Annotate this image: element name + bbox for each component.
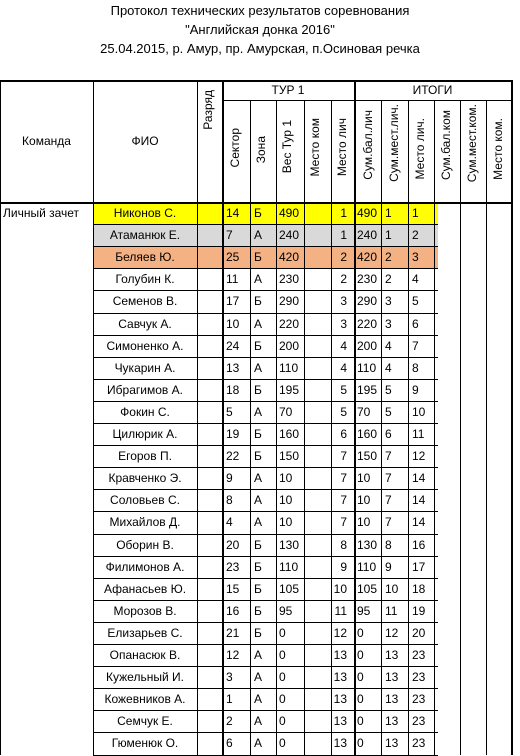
cell-place: 7 [340,471,347,485]
cell-sector: 13 [226,361,240,375]
cell-final-place: 14 [412,471,426,485]
cell-name: Кожевников А. [104,692,186,706]
cell-sum-place: 7 [385,449,392,463]
cell-sector: 10 [226,317,240,331]
cell-sum-score: 200 [357,339,378,353]
cell-sector: 2 [226,714,233,728]
header-fio: ФИО [131,134,159,148]
cell-name: Опанасюк В. [109,648,181,662]
cell-sum-score: 150 [357,449,378,463]
cell-zone: Б [254,604,262,618]
cell-sum-score: 160 [357,427,378,441]
cell-sum-score: 10 [357,471,371,485]
cell-sum-score: 490 [357,206,378,220]
cell-weight: 150 [279,449,300,463]
cell-sum-score: 0 [357,670,364,684]
cell-sum-score: 420 [357,250,378,264]
cell-final-place: 23 [412,714,426,728]
header-place-personal-final: Место лич. [413,118,427,180]
cell-zone: А [254,361,263,375]
cell-final-place: 16 [412,538,426,552]
cell-sector: 1 [226,692,233,706]
cell-zone: А [254,736,263,750]
cell-final-place: 23 [412,648,426,662]
cell-sector: 8 [226,493,233,507]
cell-final-place: 23 [412,692,426,706]
cell-zone: Б [254,582,262,596]
cell-final-place: 6 [412,317,419,331]
cell-name: Елизарьев С. [107,626,183,640]
cell-sum-score: 0 [357,736,364,750]
cell-weight: 10 [279,493,293,507]
cell-sum-score: 0 [357,626,364,640]
cell-place: 13 [333,736,347,750]
cell-sector: 20 [226,538,240,552]
cell-final-place: 1 [412,206,419,220]
cell-sum-place: 3 [385,294,392,308]
cell-name: Чукарин А. [114,361,176,375]
cell-name: Фокин С. [120,405,170,419]
cell-name: Егоров П. [118,449,172,463]
cell-weight: 200 [279,339,300,353]
cell-place: 12 [333,626,347,640]
cell-sector: 12 [226,648,240,662]
cell-name: Гюменюк О. [111,736,179,750]
cell-final-place: 11 [412,427,425,441]
cell-sum-score: 195 [357,383,378,397]
cell-sum-place: 7 [385,515,392,529]
cell-zone: А [254,648,263,662]
cell-final-place: 2 [412,228,419,242]
cell-sum-place: 13 [385,714,399,728]
subcolumn-line [460,100,461,755]
cell-name: Атаманюк Е. [109,228,181,242]
cell-sector: 7 [226,228,233,242]
column-line [197,80,198,755]
cell-place: 4 [340,339,347,353]
subcolumn-line [486,100,487,755]
cell-sector: 23 [226,560,240,574]
cell-sum-place: 2 [385,250,392,264]
cell-name: Семчук Е. [117,714,173,728]
cell-sector: 21 [226,626,240,640]
cell-name: Кравченко Э. [108,471,182,485]
column-line [222,80,224,755]
cell-zone: Б [254,294,262,308]
header-place-personal: Место лич [335,118,349,177]
header-zone: Зона [254,136,268,164]
title-line-3: 25.04.2015, р. Амур, пр. Амурская, п.Осиновая речка [100,41,420,56]
cell-name: Беляев Ю. [115,250,175,264]
header-tour1: ТУР 1 [271,83,305,97]
cell-weight: 110 [279,361,299,375]
cell-weight: 95 [279,604,293,618]
cell-name: Никонов С. [113,206,177,220]
cell-place: 8 [340,538,347,552]
cell-place: 5 [340,405,347,419]
cell-name: Семенов В. [112,294,178,308]
cell-place: 1 [340,206,347,220]
cell-name: Савчук А. [118,317,172,331]
header-itogi: ИТОГИ [412,83,453,97]
cell-sum-place: 7 [385,493,392,507]
cell-zone: А [254,493,263,507]
cell-place: 7 [340,449,347,463]
cell-final-place: 20 [412,626,426,640]
cell-weight: 420 [279,250,300,264]
cell-final-place: 19 [412,604,426,618]
cell-name: Афанасьев Ю. [103,582,187,596]
cell-name: Симоненко А. [106,339,184,353]
header-weight: Вес Тур 1 [280,120,294,174]
cell-sum-score: 130 [357,538,378,552]
cell-sum-place: 13 [385,692,399,706]
subcolumn-line [250,100,251,755]
cell-zone: Б [254,560,262,574]
cell-place: 13 [333,714,347,728]
cell-weight: 0 [279,648,286,662]
cell-final-place: 18 [412,582,426,596]
cell-name: Кужельный И. [106,670,184,684]
cell-weight: 160 [279,427,300,441]
subcolumn-line [434,100,435,755]
column-line [511,80,513,755]
cell-final-place: 12 [412,449,426,463]
cell-final-place: 5 [412,294,419,308]
cell-final-place: 14 [412,493,426,507]
cell-weight: 290 [279,294,300,308]
cell-zone: А [254,272,263,286]
cell-final-place: 10 [412,405,426,419]
cell-sum-score: 0 [357,648,364,662]
cell-zone: А [254,670,263,684]
cell-name: Ибрагимов А. [107,383,183,397]
cell-final-place: 3 [412,250,419,264]
cell-sector: 25 [226,250,240,264]
cell-place: 2 [340,250,347,264]
cell-sum-place: 8 [385,538,392,552]
cell-sum-score: 0 [357,714,364,728]
team-label: Личный зачет [3,206,80,220]
cell-place: 1 [340,228,347,242]
cell-zone: Б [254,383,262,397]
cell-weight: 110 [279,560,299,574]
cell-sector: 15 [226,582,240,596]
cell-final-place: 7 [412,339,419,353]
cell-name: Оборин В. [116,538,174,552]
cell-sum-place: 7 [385,471,392,485]
cell-sum-place: 13 [385,648,399,662]
cell-zone: Б [254,626,262,640]
cell-sum-place: 4 [385,361,392,375]
cell-final-place: 14 [412,515,426,529]
cell-sector: 14 [226,206,240,220]
cell-zone: А [254,228,263,242]
cell-sum-place: 5 [385,383,392,397]
cell-sum-place: 13 [385,736,399,750]
header-sector: Сектор [228,128,242,168]
header-rank: Разряд [201,90,215,130]
cell-place: 2 [340,272,347,286]
cell-sector: 5 [226,405,233,419]
cell-zone: Б [254,449,262,463]
cell-place: 7 [340,493,347,507]
cell-sum-place: 3 [385,317,392,331]
cell-sector: 4 [226,515,233,529]
cell-zone: Б [254,538,262,552]
header-team: Команда [22,134,71,148]
cell-sum-score: 230 [357,272,378,286]
cell-weight: 130 [279,538,300,552]
cell-sector: 19 [226,427,240,441]
cell-final-place: 23 [412,670,426,684]
cell-place: 3 [340,317,347,331]
header-sum-score-personal: Сум.бал.лич [361,110,375,180]
cell-sum-score: 290 [357,294,378,308]
cell-zone: Б [254,339,262,353]
cell-sum-place: 5 [385,405,392,419]
cell-sum-place: 1 [385,228,392,242]
cell-place: 3 [340,294,347,308]
subcolumn-line [381,100,382,755]
cell-sum-place: 1 [385,206,392,220]
cell-weight: 195 [279,383,300,397]
cell-zone: Б [254,427,262,441]
cell-name: Морозов В. [113,604,177,618]
cell-sum-score: 105 [357,582,378,596]
cell-sector: 24 [226,339,240,353]
cell-sum-place: 4 [385,339,392,353]
cell-zone: А [254,405,263,419]
cell-place: 11 [334,604,347,618]
cell-place: 7 [340,515,347,529]
subcolumn-line [276,100,277,755]
column-line [354,80,356,755]
cell-sum-score: 10 [357,515,371,529]
cell-zone: А [254,714,263,728]
cell-name: Цилюрик А. [112,427,178,441]
cell-final-place: 4 [412,272,419,286]
cell-weight: 220 [279,317,300,331]
cell-weight: 105 [279,582,300,596]
cell-sector: 16 [226,604,240,618]
cell-zone: А [254,471,263,485]
cell-place: 6 [340,427,347,441]
header-sum-place-team: Сум.мест.ком. [465,104,479,183]
cell-name: Соловьев С. [110,493,180,507]
cell-zone: А [254,515,263,529]
cell-sum-score: 110 [357,361,377,375]
cell-weight: 240 [279,228,300,242]
cell-place: 13 [333,648,347,662]
cell-sum-place: 2 [385,272,392,286]
subheader-line [222,100,511,101]
cell-sector: 11 [226,272,239,286]
cell-sum-score: 95 [357,604,371,618]
cell-sum-score: 110 [357,560,377,574]
title-line-1: Протокол технических результатов соревнования [110,3,410,18]
cell-name: Филимонов А. [105,560,185,574]
cell-place: 4 [340,361,347,375]
cell-sum-place: 9 [385,560,392,574]
cell-sum-score: 70 [357,405,371,419]
cell-weight: 0 [279,714,286,728]
cell-weight: 10 [279,515,293,529]
cell-weight: 0 [279,670,286,684]
cell-sector: 6 [226,736,233,750]
cell-final-place: 9 [412,383,419,397]
cell-sum-place: 12 [385,626,399,640]
cell-sum-place: 10 [385,582,399,596]
cell-sum-score: 220 [357,317,378,331]
cell-final-place: 17 [412,560,426,574]
cell-weight: 0 [279,736,286,750]
cell-weight: 0 [279,626,286,640]
cell-final-place: 23 [412,736,426,750]
header-sum-place-personal: Сум.мест.лич. [387,104,401,182]
cell-weight: 70 [279,405,293,419]
subcolumn-line [408,100,409,755]
cell-place: 10 [333,582,347,596]
cell-sum-score: 10 [357,493,371,507]
cell-sum-score: 240 [357,228,378,242]
cell-zone: А [254,692,263,706]
cell-place: 5 [340,383,347,397]
cell-place: 9 [340,560,347,574]
cell-sector: 9 [226,471,233,485]
title-line-2: "Английская донка 2016" [185,22,335,37]
cell-sector: 3 [226,670,233,684]
cell-sum-place: 6 [385,427,392,441]
cell-weight: 490 [279,206,300,220]
cell-zone: Б [254,206,262,220]
cell-weight: 0 [279,692,286,706]
cell-place: 13 [333,670,347,684]
cell-name: Михайлов Д. [109,515,181,529]
cell-zone: Б [254,250,262,264]
cell-weight: 10 [279,471,293,485]
header-place-team-final: Место ком. [491,118,505,180]
cell-sum-place: 13 [385,670,399,684]
cell-zone: А [254,317,263,331]
cell-sector: 18 [226,383,240,397]
header-place-team: Место ком [308,118,322,177]
cell-sum-place: 11 [385,604,398,618]
cell-sum-score: 0 [357,692,364,706]
cell-sector: 17 [226,294,240,308]
cell-weight: 230 [279,272,300,286]
cell-final-place: 8 [412,361,419,375]
header-sum-score-team: Сум.бал.ком [439,110,453,181]
cell-place: 13 [333,692,347,706]
cell-sector: 22 [226,449,240,463]
cell-name: Голубин К. [115,272,175,286]
